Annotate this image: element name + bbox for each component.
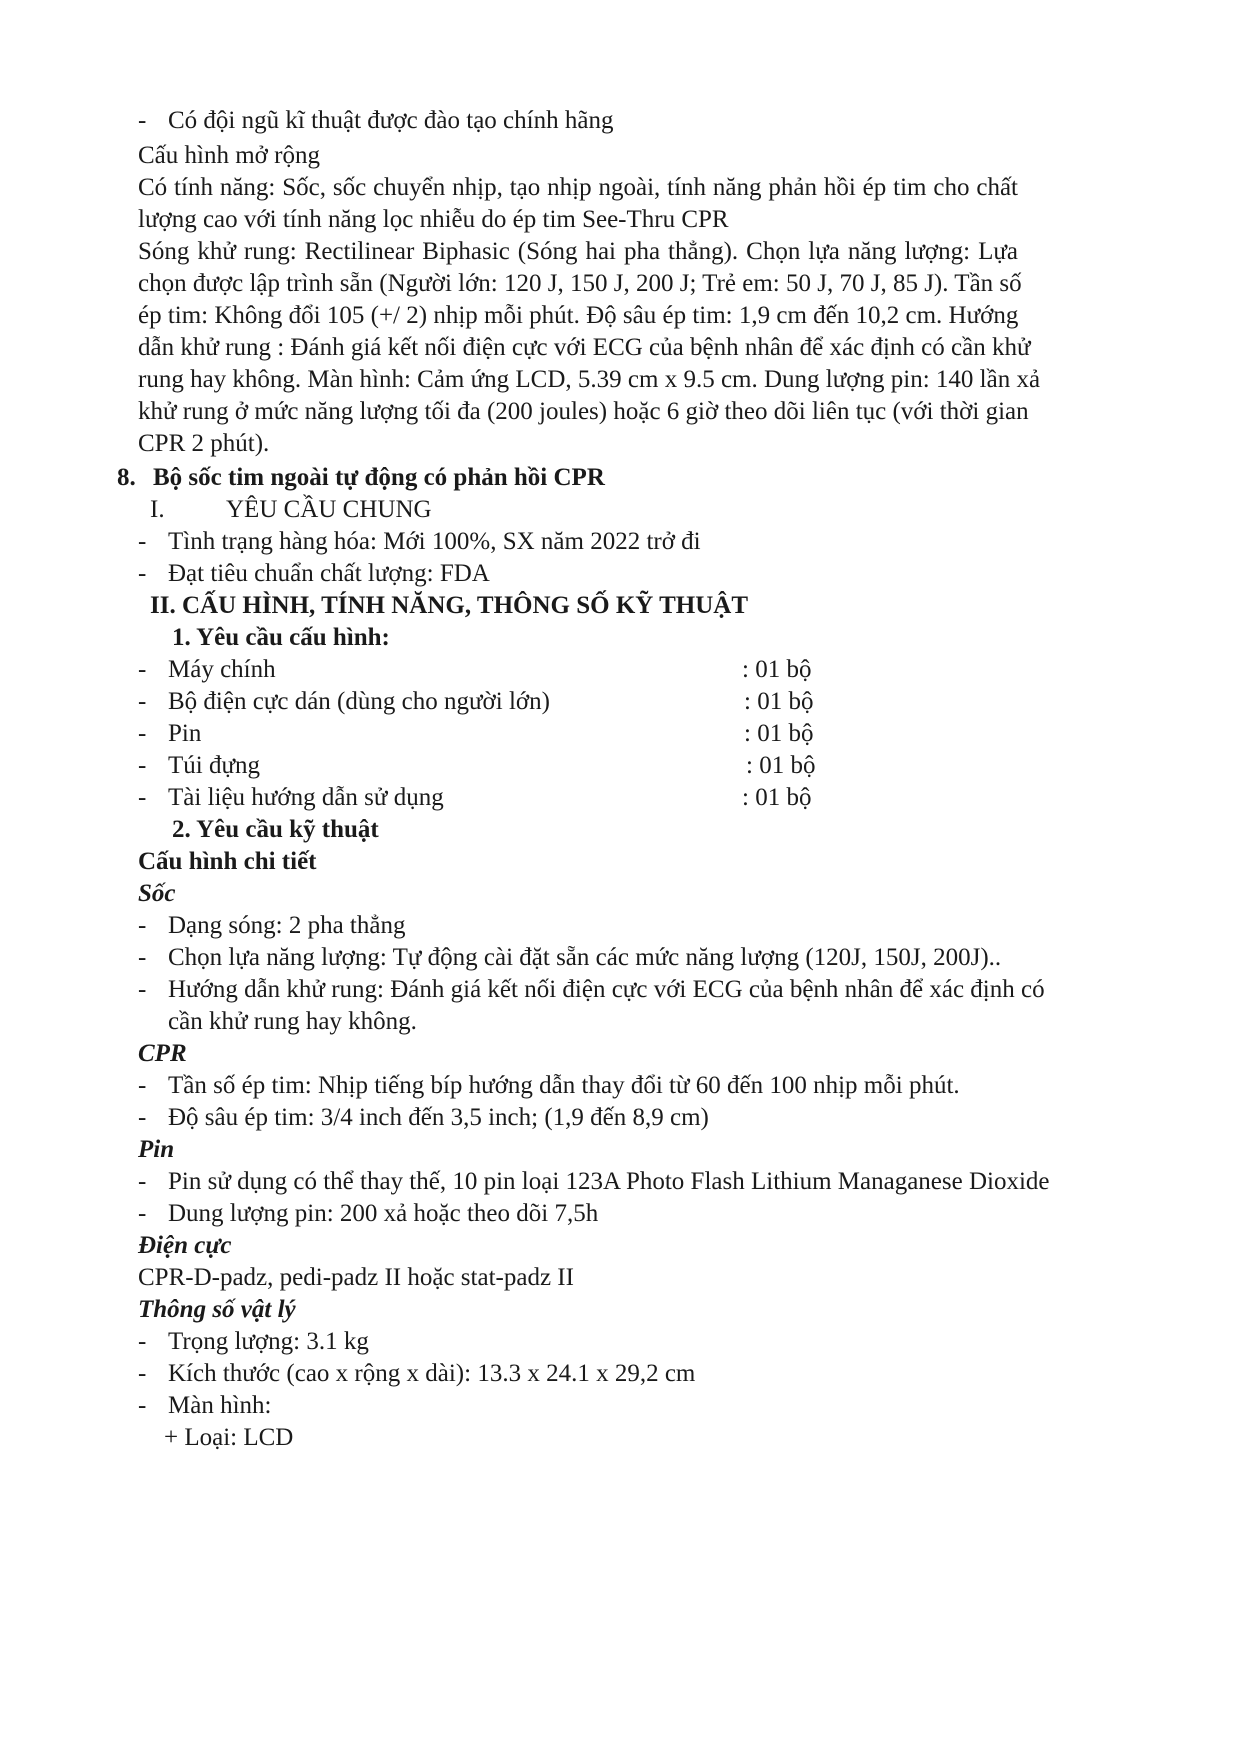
bullet-dash: -: [138, 944, 147, 971]
bullet-dash: -: [138, 752, 147, 779]
bullet-dash: -: [138, 784, 147, 811]
list-item: - Pin sử dụng có thể thay thế, 10 pin loại 123A Photo Flash Lithium Managanese Dioxide: [138, 1164, 1050, 1200]
paragraph-line: Sóng khử rung: Rectilinear Biphasic (Sóng hai pha thẳng). Chọn lựa năng lượng: Lựa: [138, 238, 1018, 265]
bullet-dash: -: [138, 720, 147, 747]
electrode-text: CPR-D-padz, pedi-padz II hoặc stat-padz II: [138, 1264, 574, 1291]
paragraph-line: chọn được lập trình sẵn (Người lớn: 120 J, 150 J, 200 J; Trẻ em: 50 J, 70 J, 85 J). Tần số: [138, 270, 1022, 297]
list-item-continuation: cần khử rung hay không.: [168, 1008, 417, 1035]
paragraph-line: CPR 2 phút).: [138, 430, 270, 457]
bullet-dash: -: [138, 1392, 147, 1419]
detail-heading: Cấu hình chi tiết: [138, 848, 317, 875]
bullet-dash: -: [138, 912, 147, 939]
config-item: - Máy chính: [138, 652, 276, 688]
bullet-dash: -: [138, 528, 147, 555]
bullet-dash: -: [138, 1328, 147, 1355]
bullet-dash: -: [138, 560, 147, 587]
config-item: - Túi đựng: [138, 748, 260, 784]
config-item: - Bộ điện cực dán (dùng cho người lớn): [138, 684, 550, 720]
bullet-dash: -: [138, 656, 147, 683]
bullet-dash: -: [138, 688, 147, 715]
config-qty: : 01 bộ: [744, 720, 814, 747]
config-item: - Tài liệu hướng dẫn sử dụng: [138, 780, 444, 816]
part-2-title: II. CẤU HÌNH, TÍNH NĂNG, THÔNG SỐ KỸ THUẬT: [150, 592, 749, 619]
list-item: - Có đội ngũ kĩ thuật được đào tạo chính hãng: [138, 103, 613, 139]
list-item: - Kích thước (cao x rộng x dài): 13.3 x 24.1 x 29,2 cm: [138, 1356, 695, 1392]
bullet-dash: -: [138, 1200, 147, 1227]
config-item: - Pin: [138, 716, 201, 752]
bullet-dash: -: [138, 1072, 147, 1099]
section-8-title: 8. Bộ sốc tim ngoài tự động có phản hồi CPR: [117, 464, 605, 491]
config-qty: : 01 bộ: [742, 784, 812, 811]
paragraph-line: dẫn khử rung : Đánh giá kết nối điện cực với ECG của bệnh nhân để xác định có cần khử: [138, 334, 1031, 361]
list-item: - Dung lượng pin: 200 xả hoặc theo dõi 7,5h: [138, 1196, 598, 1232]
paragraph-line: ép tim: Không đổi 105 (+/ 2) nhịp mỗi phút. Độ sâu ép tim: 1,9 cm đến 10,2 cm. Hướng: [138, 302, 1019, 329]
list-item: - Màn hình:: [138, 1388, 271, 1424]
config-qty: : 01 bộ: [746, 752, 816, 779]
config-qty: : 01 bộ: [744, 688, 814, 715]
bullet-dash: -: [138, 1360, 147, 1387]
ext-config-heading: Cấu hình mở rộng: [138, 142, 320, 169]
list-item: - Trọng lượng: 3.1 kg: [138, 1324, 369, 1360]
bullet-dash: -: [138, 1168, 147, 1195]
battery-heading: Pin: [138, 1136, 175, 1163]
screen-type: + Loại: LCD: [164, 1424, 294, 1451]
list-item: - Dạng sóng: 2 pha thẳng: [138, 908, 405, 944]
sub-2-title: 2. Yêu cầu kỹ thuật: [172, 816, 379, 843]
list-item: - Tình trạng hàng hóa: Mới 100%, SX năm 2022 trở đi: [138, 524, 701, 560]
paragraph-line: khử rung ở mức năng lượng tối đa (200 joules) hoặc 6 giờ theo dõi liên tục (với thời gian: [138, 398, 1029, 425]
shock-heading: Sốc: [138, 880, 176, 907]
part-1-title: I. YÊU CẦU CHUNG: [150, 496, 432, 523]
list-item: - Hướng dẫn khử rung: Đánh giá kết nối điện cực với ECG của bệnh nhân để xác định có: [138, 972, 1045, 1008]
physical-heading: Thông số vật lý: [138, 1296, 296, 1323]
list-item: - Chọn lựa năng lượng: Tự động cài đặt sẵn các mức năng lượng (120J, 150J, 200J)..: [138, 940, 1001, 976]
list-item: - Đạt tiêu chuẩn chất lượng: FDA: [138, 556, 490, 592]
bullet-dash: -: [138, 1104, 147, 1131]
cpr-heading: CPR: [138, 1040, 187, 1067]
list-item: - Độ sâu ép tim: 3/4 inch đến 3,5 inch; (1,9 đến 8,9 cm): [138, 1100, 709, 1136]
bullet-dash: -: [138, 107, 147, 134]
list-item: - Tần số ép tim: Nhịp tiếng bíp hướng dẫn thay đổi từ 60 đến 100 nhịp mỗi phút.: [138, 1068, 960, 1104]
paragraph-line: Có tính năng: Sốc, sốc chuyển nhịp, tạo nhịp ngoài, tính năng phản hồi ép tim cho chất: [138, 174, 1018, 201]
config-qty: : 01 bộ: [742, 656, 812, 683]
paragraph-line: lượng cao với tính năng lọc nhiễu do ép tim See-Thru CPR: [138, 206, 729, 233]
electrode-heading: Điện cực: [138, 1232, 232, 1259]
paragraph-line: rung hay không. Màn hình: Cảm ứng LCD, 5.39 cm x 9.5 cm. Dung lượng pin: 140 lần xả: [138, 366, 1041, 393]
bullet-dash: -: [138, 976, 147, 1003]
sub-1-title: 1. Yêu cầu cấu hình:: [172, 624, 390, 651]
